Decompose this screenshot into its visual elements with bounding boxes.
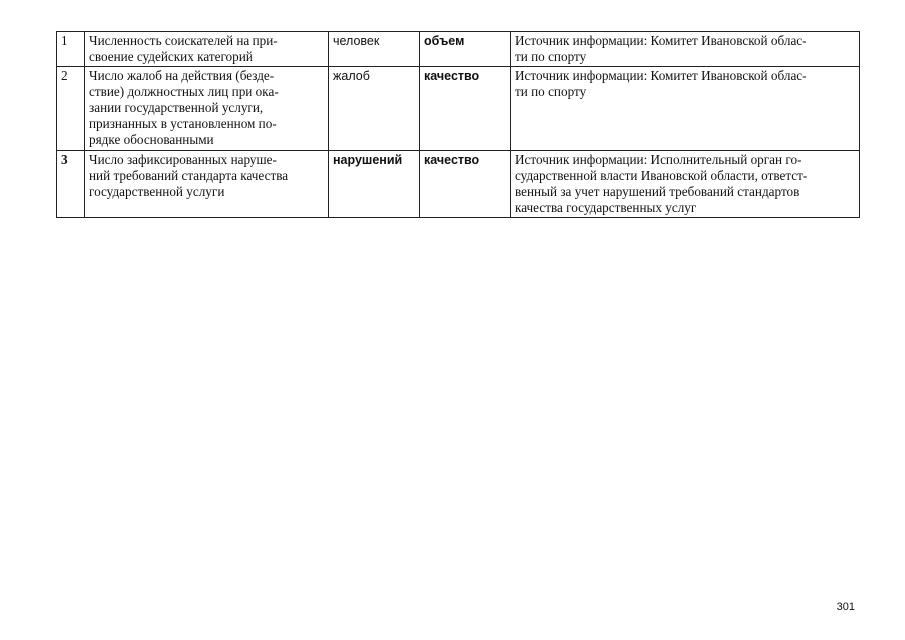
table-row [57, 32, 860, 67]
information-source: Источник информации: Комитет Ивановской облас- ти по спорту [511, 67, 860, 151]
indicators-table [56, 31, 860, 218]
indicator-type: качество [420, 151, 511, 218]
table-row [57, 151, 860, 218]
indicator-name: Число зафиксированных наруше- ний требований стандарта качества государственной услуги [85, 151, 329, 218]
row-number: 1 [57, 32, 85, 67]
indicator-name: Число жалоб на действия (безде- ствие) должностных лиц при ока- зании государственной услуги, признанных в установленном по- рядке обоснованными [85, 67, 329, 151]
page-number: 301 [836, 601, 855, 613]
information-source: Источник информации: Комитет Ивановской облас- ти по спорту [511, 32, 860, 67]
indicator-name: Численность соискателей на при- своение судейских категорий [85, 32, 329, 67]
information-source: Источник информации: Исполнительный орган го- сударственной власти Ивановской области, ответст- венный за учет нарушений требований стандартов качества государственных услуг [511, 151, 860, 218]
unit-of-measure: нарушений [329, 151, 420, 218]
table-row [57, 67, 860, 151]
unit-of-measure: человек [329, 32, 420, 67]
row-number: 3 [57, 151, 85, 218]
unit-of-measure: жалоб [329, 67, 420, 151]
row-number: 2 [57, 67, 85, 151]
indicator-type: объем [420, 32, 511, 67]
indicator-type: качество [420, 67, 511, 151]
